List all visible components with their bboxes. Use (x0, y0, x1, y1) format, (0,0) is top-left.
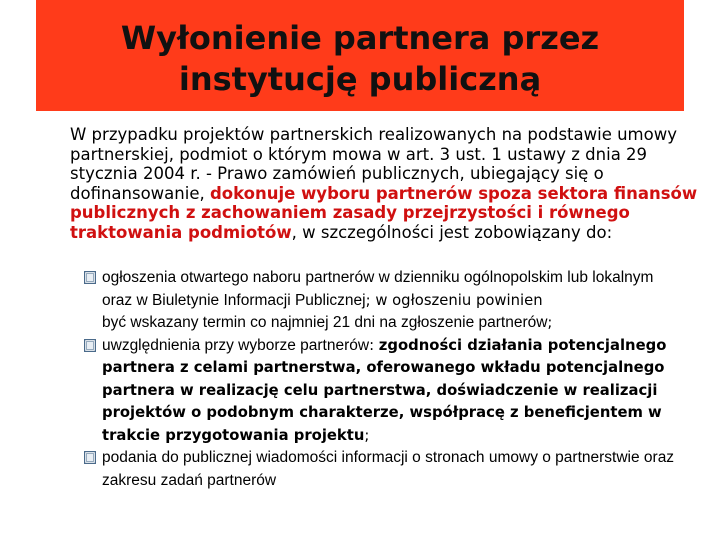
title-line-2: instytucję publiczną (178, 59, 542, 98)
slide-title (121, 12, 599, 100)
bullet-1-text-a: ogłoszenia otwartego naboru partnerów w dzienniku ogólnopolskim lub lokalnym oraz w Biuletynie Informacji Publicznej (102, 269, 654, 309)
bullet-1-text-d: ; (547, 314, 553, 331)
bullet-1-text-c: być wskazany termin co najmniej 21 dni na zgłoszenie partnerów (102, 314, 548, 331)
list-item (84, 267, 684, 335)
list-item (84, 447, 684, 492)
bullet-2-bold: zgodności działania potencjalnego partnera z celami partnerstwa, oferowanego wkładu potencjalnego partnera w realizację celu partnerstwa, doświadczenie w realizacji projektów o podobnym charakterze, współpracę z beneficjentem w trakcie przygotowania projektu (102, 336, 667, 444)
obligations-list (84, 267, 684, 492)
intro-highlight: dokonuje wyboru partnerów spoza sektora finansów publicznych z zachowaniem zasady przejrzystości i równego traktowania podmiotów (70, 183, 698, 242)
bullet-1-text-b: ; w ogłoszeniu powinien (365, 291, 543, 309)
title-banner (36, 0, 684, 111)
checkbox-square-icon (84, 339, 96, 352)
intro-text-start: W przypadku projektów partnerskich realizowanych na podstawie umowy partnerskiej, podmiot o którym mowa w art. 3 ust. 1 ustawy z dnia 29 stycznia 2004 r. - Prawo zamówień publicznych, ubiegający się o dofinansowanie, (70, 125, 677, 203)
bullet-2-text-c: ; (364, 426, 370, 444)
checkbox-square-icon (84, 271, 96, 284)
title-line-1: Wyłonienie partnera przez (120, 18, 600, 57)
bullet-2-text-a: uwzględnienia przy wyborze partnerów (102, 336, 370, 354)
list-item (84, 335, 684, 448)
intro-text-end: , w szczególności jest zobowiązany do: (291, 222, 613, 242)
bullet-3-text: podania do publicznej wiadomości informacji o stronach umowy o partnerstwie oraz zakresu zadań partnerów (102, 449, 675, 489)
bullet-2-text-b: : (369, 336, 379, 354)
checkbox-square-icon (84, 451, 96, 464)
intro-paragraph (70, 125, 700, 242)
